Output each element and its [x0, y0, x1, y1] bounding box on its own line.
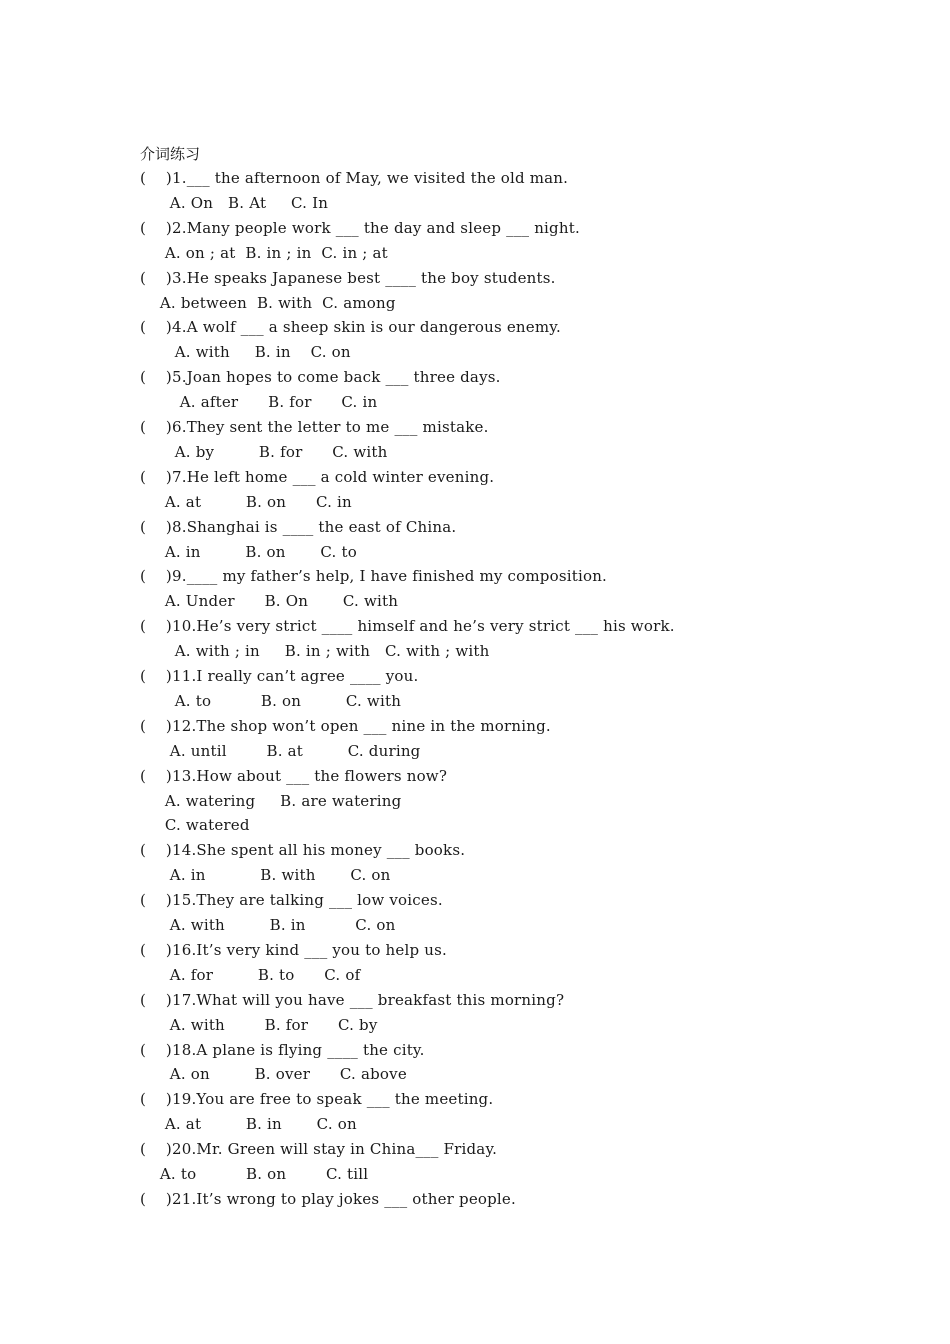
question-line: ( )11.I really can’t agree ____ you. — [140, 667, 419, 685]
question-line: A. to B. on C. till — [140, 1165, 369, 1183]
question-line: A. with B. for C. by — [140, 1015, 378, 1034]
options-line: ( )16.It’s very kind ___ you to help us. — [140, 940, 447, 959]
options-line: ( )20.Mr. Green will stay in China___ Friday. — [140, 1140, 498, 1159]
question-line: A. in B. with C. on — [140, 866, 391, 885]
question-line: A. for B. to C. of — [140, 965, 361, 984]
question-line: A. at B. in C. on — [140, 1115, 357, 1134]
question-line: ( )8.Shanghai is ____ the east of China. — [140, 517, 457, 536]
question-line: ( )2.Many people work ___ the day and sleep ___ night. — [140, 218, 580, 237]
question-line: ( )9.____ my father’s help, I have finished my composition. — [140, 567, 608, 586]
options-line: ( )15.They are talking ___ low voices. — [140, 891, 443, 910]
options-line: ( )17.What will you have ___ breakfast this morning? — [140, 990, 565, 1009]
question-line: ( )7.He left home ___ a cold winter evening. — [140, 467, 495, 486]
question-line: ( )5.Joan hopes to come back ___ three days. — [140, 368, 501, 387]
options-line: A. watering B. are watering — [140, 791, 402, 810]
options-line: A. Under B. On C. with — [140, 592, 399, 611]
question-line: ( )1.___ the afternoon of May, we visited the old man. — [140, 169, 569, 187]
options-line: A. between B. with C. among — [140, 293, 396, 312]
options-line: A. by B. for C. with — [140, 442, 388, 461]
options-line: A. at B. on C. in — [140, 492, 352, 511]
options-line: A. in B. on C. to — [140, 542, 357, 561]
options-line: A. with B. in C. on — [140, 343, 351, 362]
options-line: A. on ; at B. in ; in C. in ; at — [140, 243, 388, 262]
question-line: ( )3.He speaks Japanese best ____ the boy students. — [140, 268, 556, 287]
options-line: C. watered — [140, 816, 250, 835]
options-line: ( )19.You are free to speak ___ the meeting. — [140, 1090, 494, 1109]
options-line: A. after B. for C. in — [140, 393, 378, 412]
question-line: ( )10.He’s very strict ____ himself and he’s very strict ___ his work. — [140, 617, 675, 636]
question-line: ( )4.A wolf ___ a sheep skin is our dangerous enemy. — [140, 318, 561, 337]
question-line: ( )13.How about ___ the flowers now? — [140, 766, 448, 785]
options-line: A. to B. on C. with — [140, 691, 402, 710]
options-line: A. until B. at C. during — [140, 741, 421, 760]
options-line: A. On B. At C. In — [140, 193, 329, 212]
question-line: ( )6.They sent the letter to me ___ mistake. — [140, 418, 489, 436]
question-line: A. on B. over C. above — [140, 1065, 407, 1084]
options-line: ( )14.She spent all his money ___ books. — [140, 841, 466, 860]
worksheet-title: 介词练习 — [140, 145, 201, 163]
options-line: ( )21.It’s wrong to play jokes ___ other people. — [140, 1189, 516, 1208]
question-line: A. with B. in C. on — [140, 916, 396, 934]
options-line: ( )18.A plane is flying ____ the city. — [140, 1040, 425, 1059]
question-line: ( )12.The shop won’t open ___ nine in the morning. — [140, 716, 551, 735]
options-line: A. with ; in B. in ; with C. with ; with — [140, 642, 490, 661]
